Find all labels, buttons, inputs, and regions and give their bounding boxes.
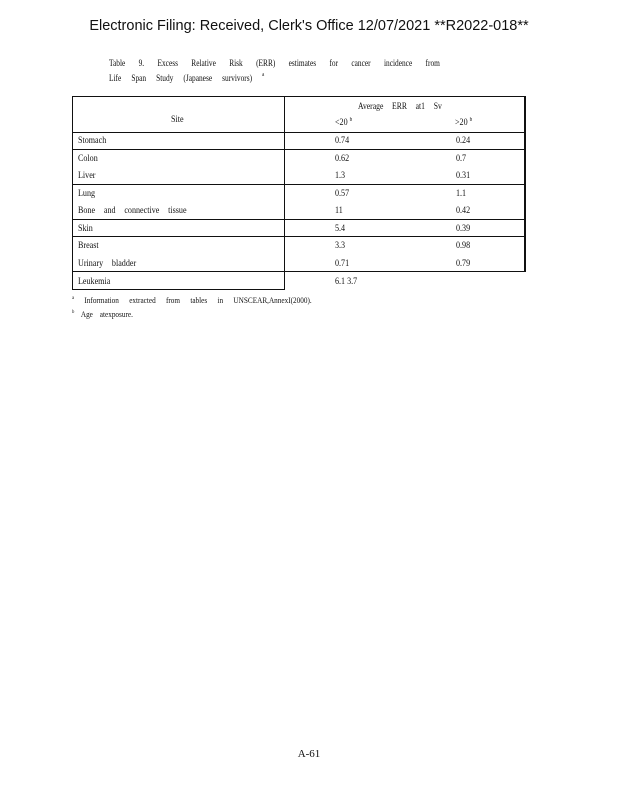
table-column-divider	[284, 96, 285, 290]
row-value-under-20: 0.71	[335, 259, 350, 269]
page-number: A-61	[297, 748, 321, 760]
site-column-header: Site	[171, 115, 184, 125]
footnote-marker: a	[72, 295, 75, 301]
col-over-20-label: >20	[455, 118, 468, 129]
col-under-20-header	[335, 117, 352, 128]
row-site: Bone and connective tissue	[78, 206, 187, 216]
row-site: Breast	[78, 241, 99, 251]
col-over-20-header	[455, 117, 472, 128]
table-caption	[109, 57, 440, 85]
row-rule	[72, 184, 526, 185]
caption-line-2	[109, 70, 417, 85]
footnote-b	[72, 306, 312, 320]
row-value-over-20: 0.39	[456, 224, 471, 234]
col-under-20-label: <20	[335, 118, 348, 129]
row-rule	[72, 236, 526, 237]
footnote-text: Age atexposure.	[80, 308, 133, 319]
header-rule	[72, 132, 526, 133]
row-value-over-20: 0.7	[456, 154, 467, 164]
row-value-over-20: 1.1	[456, 189, 467, 199]
footnote-text: Information extracted from tables in UNSCEAR,AnnexI(2000).	[84, 294, 312, 305]
footnote-a	[72, 292, 312, 306]
footnotes	[72, 292, 312, 320]
row-site: Colon	[78, 154, 98, 164]
row-site: Leukemia	[78, 277, 111, 287]
row-value-under-20: 6.1 3.7	[335, 277, 358, 287]
row-value-under-20: 3.3	[335, 241, 346, 251]
row-site: Lung	[78, 189, 96, 199]
err-group-header: Average ERR at1 Sv	[358, 101, 442, 111]
row-site: Stomach	[78, 136, 107, 146]
caption-line-2-text: Life Span Study (Japanese survivors)	[109, 73, 253, 83]
col-under-20-marker: b	[349, 117, 353, 123]
err-table	[72, 96, 526, 290]
row-value-under-20: 0.57	[335, 189, 350, 199]
row-rule	[72, 219, 526, 220]
row-value-under-20: 0.62	[335, 154, 350, 164]
row-value-under-20: 0.74	[335, 136, 350, 146]
caption-note-marker: a	[262, 72, 265, 78]
row-rule	[72, 271, 526, 272]
table-left-border	[72, 96, 73, 290]
row-value-over-20: 0.24	[456, 136, 471, 146]
row-value-over-20: 0.42	[456, 206, 471, 216]
col-over-20-marker: b	[469, 117, 473, 123]
row-value-over-20: 0.98	[456, 241, 471, 251]
row-value-over-20: 0.31	[456, 171, 471, 181]
row-value-under-20: 1.3	[335, 171, 346, 181]
row-site: Skin	[78, 224, 93, 234]
row-site: Urinary bladder	[78, 259, 137, 269]
row-value-under-20: 11	[335, 206, 343, 216]
filing-stamp: Electronic Filing: Received, Clerk's Office 12/07/2021 **R2022-018**	[89, 18, 529, 34]
footnote-marker: b	[72, 308, 75, 315]
row-site: Liver	[78, 171, 96, 181]
caption-line-1: Table 9. Excess Relative Risk (ERR) estimates for cancer incidence from	[109, 58, 440, 68]
table-top-rule	[72, 96, 526, 97]
table-bottom-rule	[72, 289, 284, 290]
row-value-over-20: 0.79	[456, 259, 471, 269]
row-value-under-20: 5.4	[335, 224, 346, 234]
row-rule	[72, 149, 526, 150]
